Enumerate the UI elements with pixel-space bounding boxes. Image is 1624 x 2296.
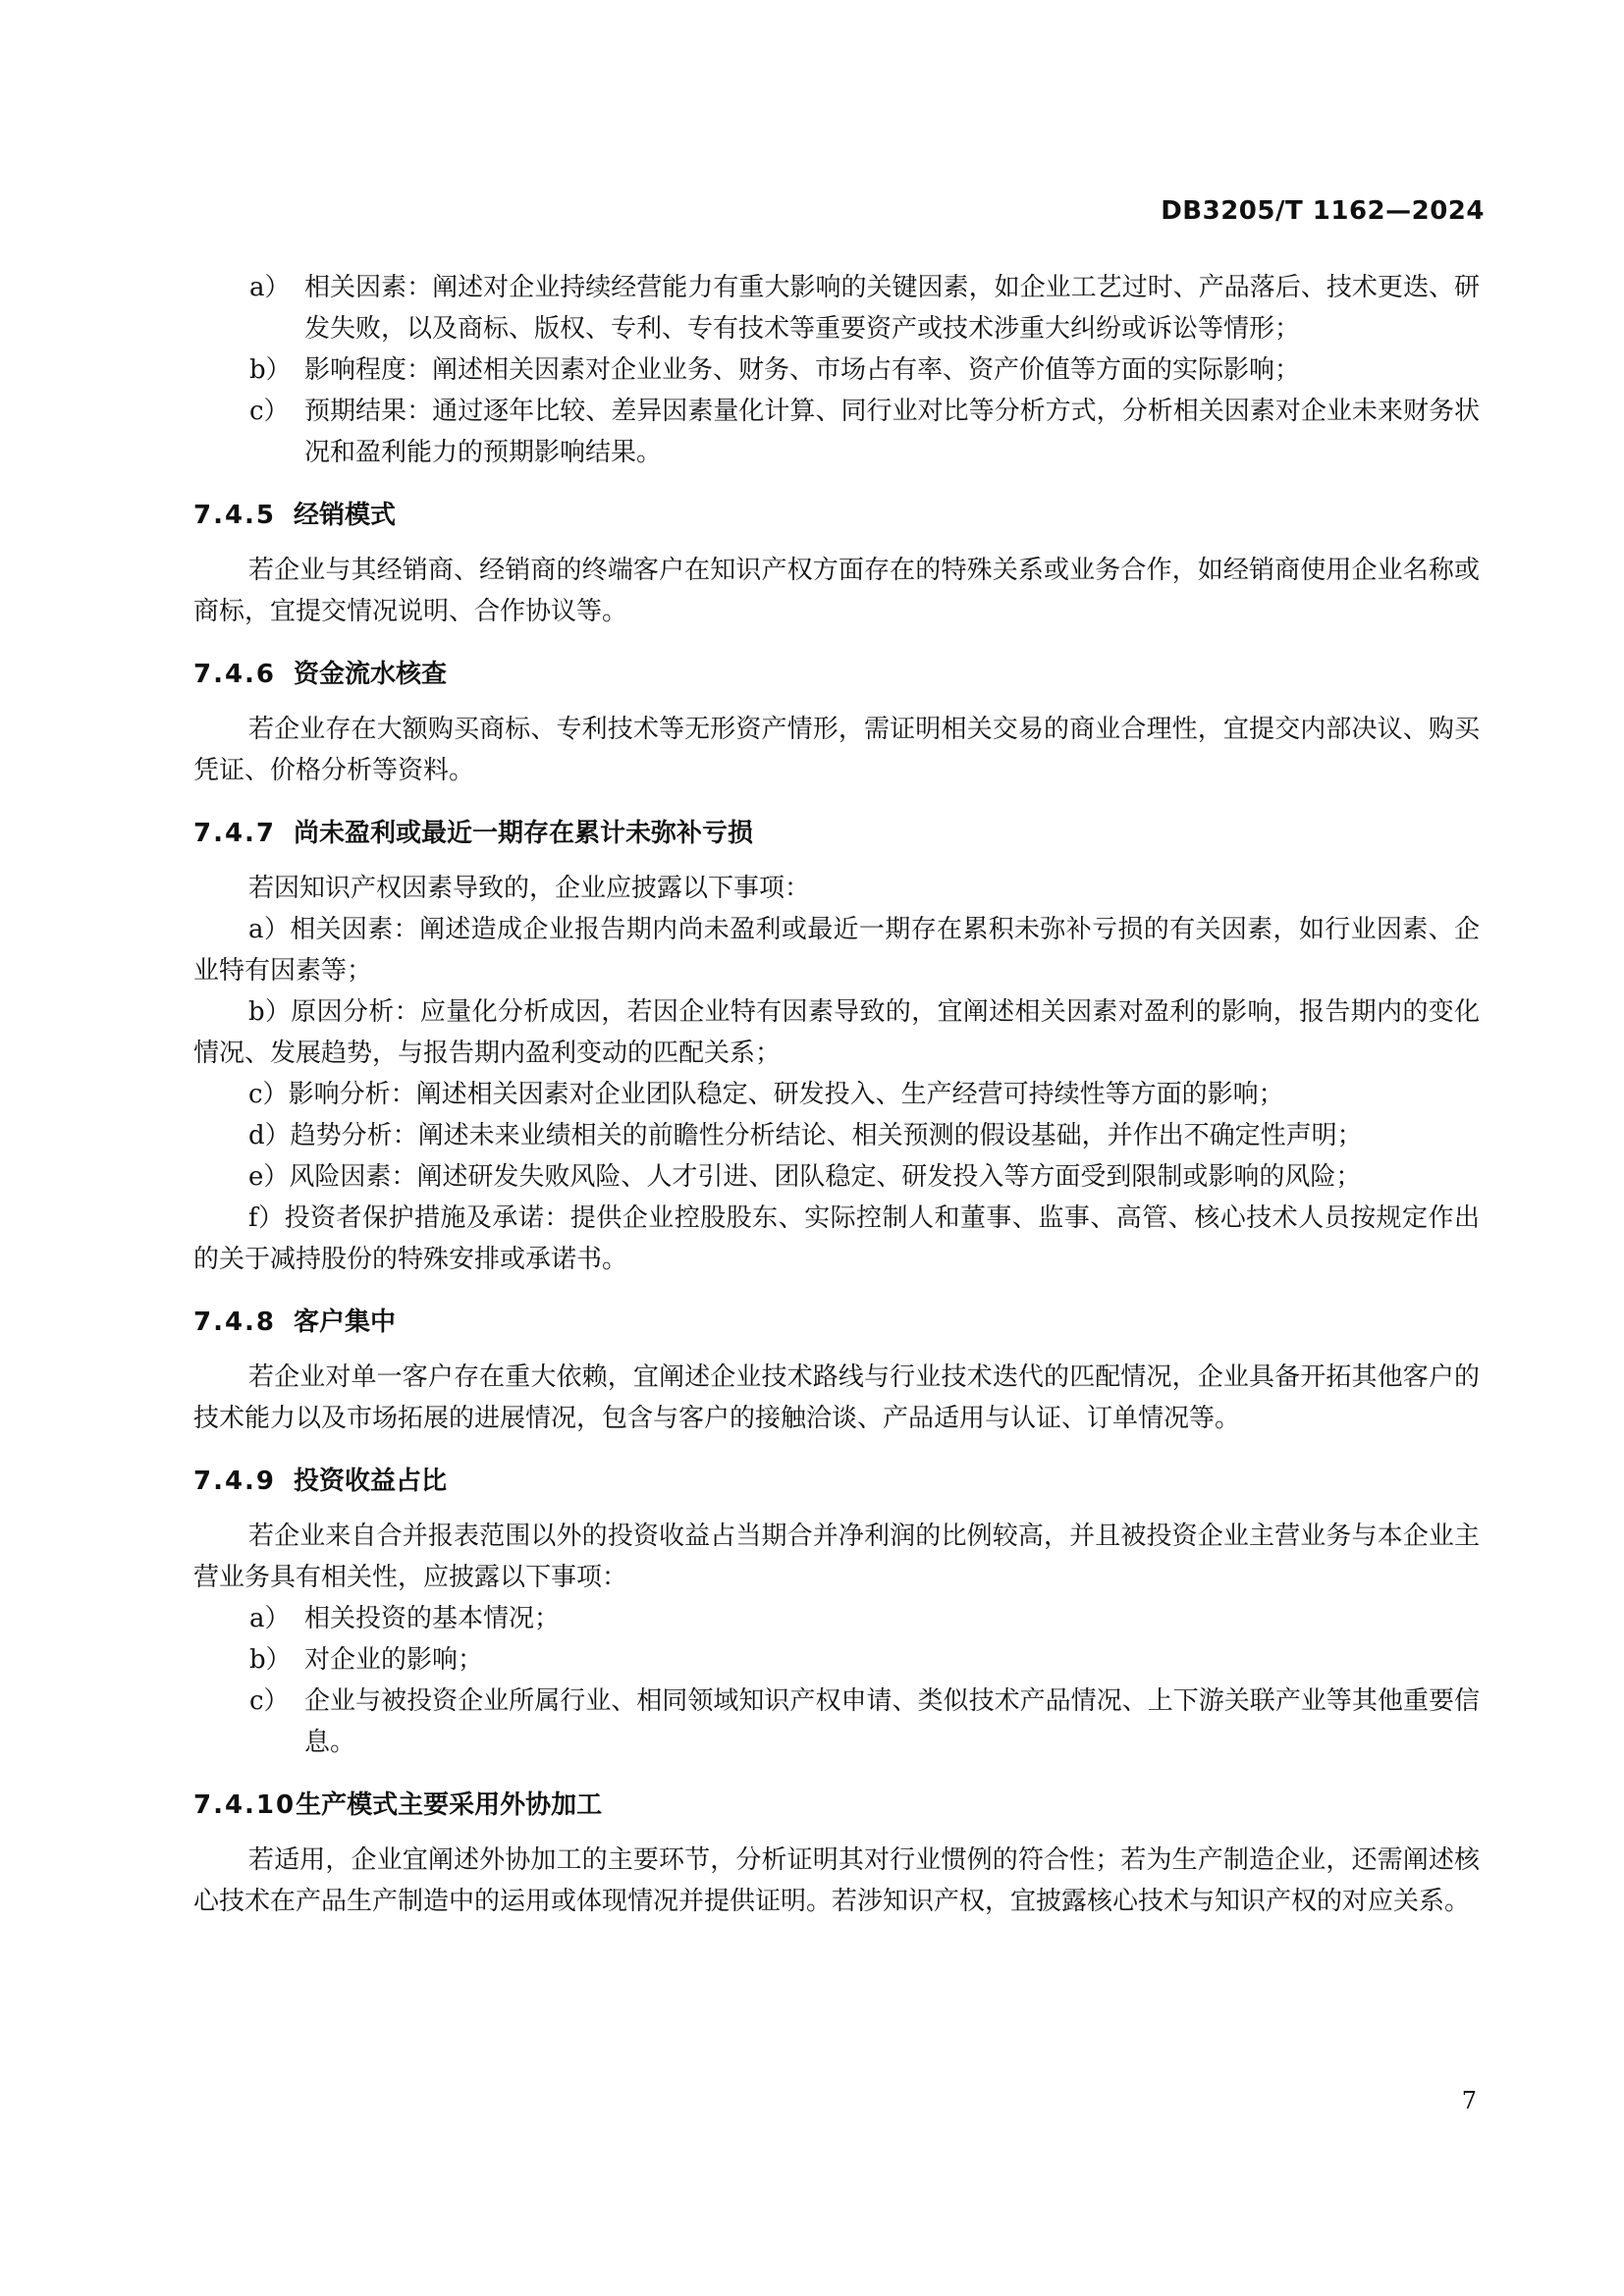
section-heading-7-4-10 — [193, 1785, 1480, 1826]
section-number: 7.4.8 — [193, 1308, 277, 1337]
list-marker: a） — [249, 273, 291, 302]
list-item — [193, 1115, 1480, 1156]
section-heading-7-4-5 — [193, 495, 1480, 536]
section-number: 7.4.7 — [193, 819, 277, 848]
list-marker: c） — [249, 1686, 290, 1716]
list-marker: d） — [248, 1121, 291, 1150]
list-marker: f） — [248, 1203, 285, 1233]
section-heading-7-4-6 — [193, 654, 1480, 695]
section-title: 生产模式主要采用外协加工 — [296, 1790, 603, 1820]
list-item — [193, 349, 1480, 391]
list-text: 风险因素：阐述研发失败风险、人才引进、团队稳定、研发投入等方面受到限制或影响的风险； — [289, 1162, 1362, 1192]
list-text: 预期结果：通过逐年比较、差异因素量化计算、同行业对比等分析方式，分析相关因素对企业未来财务状况和盈利能力的预期影响结果。 — [304, 397, 1480, 467]
page-number: 7 — [1461, 2087, 1477, 2114]
page-content — [193, 267, 1480, 1922]
section-number: 7.4.10 — [193, 1790, 297, 1820]
list-marker: b） — [249, 355, 292, 385]
list-text: 相关投资的基本情况； — [304, 1604, 561, 1633]
section-number: 7.4.9 — [193, 1467, 277, 1496]
section-title: 经销模式 — [294, 501, 397, 530]
list-item — [193, 991, 1480, 1074]
list-item — [193, 391, 1480, 473]
paragraph: 若因知识产权因素导致的，企业应披露以下事项： — [248, 874, 811, 903]
section-title: 资金流水核查 — [294, 660, 448, 689]
paragraph: 若企业对单一客户存在重大依赖，宜阐述企业技术路线与行业技术迭代的匹配情况，企业具备开拓其他客户的技术能力以及市场拓展的进展情况，包含与客户的接触洽谈、产品适用与认证、订单情况等。 — [193, 1362, 1480, 1433]
list-item — [193, 1198, 1480, 1280]
list-text: 投资者保护措施及承诺：提供企业控股股东、实际控制人和董事、监事、高管、核心技术人员按规定作出的关于减持股份的特殊安排或承诺书。 — [193, 1203, 1480, 1274]
list-item — [193, 1156, 1480, 1198]
document-code: DB3205/T 1162—2024 — [1161, 196, 1485, 226]
list-text: 影响程度：阐述相关因素对企业业务、财务、市场占有率、资产价值等方面的实际影响； — [304, 355, 1301, 385]
list-marker: b） — [248, 997, 292, 1027]
list-text: 相关因素：阐述对企业持续经营能力有重大影响的关键因素，如企业工艺过时、产品落后、技术更迭、研发失败，以及商标、版权、专利、专有技术等重要资产或技术涉重大纠纷或诉讼等情形； — [304, 273, 1480, 344]
section-heading-7-4-9 — [193, 1461, 1480, 1502]
list-marker: a） — [248, 915, 291, 944]
section-heading-7-4-8 — [193, 1302, 1480, 1343]
section-title: 投资收益占比 — [294, 1467, 448, 1496]
paragraph: 若适用，企业宜阐述外协加工的主要环节，分析证明其对行业惯例的符合性；若为生产制造企业，还需阐述核心技术在产品生产制造中的运用或体现情况并提供证明。若涉知识产权，宜披露核心技术与知识产权的对应关系。 — [193, 1845, 1480, 1916]
list-item — [193, 909, 1480, 991]
list-text: 相关因素：阐述造成企业报告期内尚未盈利或最近一期存在累积未弥补亏损的有关因素，如行业因素、企业特有因素等； — [193, 915, 1480, 986]
section-number: 7.4.5 — [193, 501, 277, 530]
list-text: 原因分析：应量化分析成因，若因企业特有因素导致的，宜阐述相关因素对盈利的影响，报告期内的变化情况、发展趋势，与报告期内盈利变动的匹配关系； — [193, 997, 1480, 1068]
paragraph: 若企业来自合并报表范围以外的投资收益占当期合并净利润的比例较高，并且被投资企业主营业务与本企业主营业务具有相关性，应披露以下事项： — [193, 1522, 1480, 1592]
list-item — [193, 267, 1480, 349]
list-marker: b） — [249, 1645, 292, 1675]
list-item — [193, 1681, 1480, 1763]
list-text: 影响分析：阐述相关因素对企业团队稳定、研发投入、生产经营可持续性等方面的影响； — [288, 1080, 1284, 1109]
paragraph: 若企业与其经销商、经销商的终端客户在知识产权方面存在的特殊关系或业务合作，如经销商使用企业名称或商标，宜提交情况说明、合作协议等。 — [193, 556, 1480, 626]
list-marker: e） — [248, 1162, 290, 1192]
list-item — [193, 1598, 1480, 1639]
list-text: 趋势分析：阐述未来业绩相关的前瞻性分析结论、相关预测的假设基础，并作出不确定性声明； — [290, 1121, 1363, 1150]
section-title: 尚未盈利或最近一期存在累计未弥补亏损 — [294, 819, 754, 848]
list-item — [193, 1074, 1480, 1115]
list-item — [193, 1639, 1480, 1681]
section-heading-7-4-7 — [193, 813, 1480, 854]
list-marker: a） — [249, 1604, 291, 1633]
list-text: 企业与被投资企业所属行业、相同领域知识产权申请、类似技术产品情况、上下游关联产业等其他重要信息。 — [304, 1686, 1480, 1757]
list-marker: c） — [249, 397, 290, 426]
list-text: 对企业的影响； — [304, 1645, 484, 1675]
paragraph: 若企业存在大额购买商标、专利技术等无形资产情形，需证明相关交易的商业合理性，宜提交内部决议、购买凭证、价格分析等资料。 — [193, 715, 1480, 785]
list-marker: c） — [248, 1080, 289, 1109]
section-number: 7.4.6 — [193, 660, 277, 689]
section-title: 客户集中 — [294, 1308, 397, 1337]
